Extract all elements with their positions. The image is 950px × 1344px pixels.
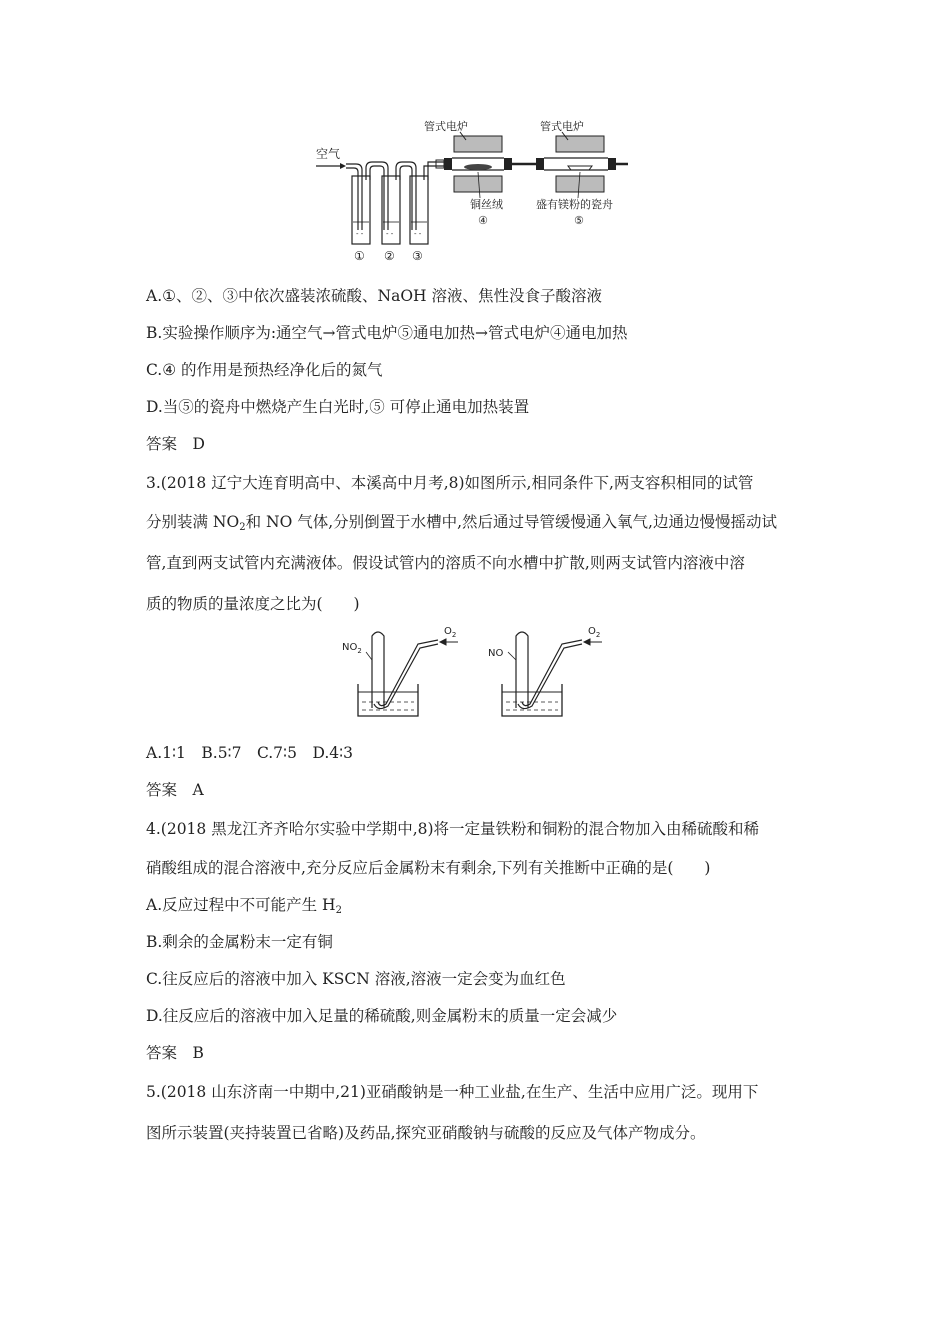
q2-option-c: C.④ 的作用是预热经净化后的氮气 <box>146 361 383 379</box>
num-1: ① <box>354 249 365 263</box>
q4-line-2: 硝酸组成的混合溶液中,充分反应后金属粉末有剩余,下列有关推断中正确的是( ) <box>146 859 711 877</box>
right-o2-label: $O_2$ <box>588 626 601 639</box>
q3-line-4: 质的物质的量浓度之比为( ) <box>146 595 360 613</box>
copper-label: 铜丝绒 <box>470 198 503 211</box>
q4-option-c: C.往反应后的溶液中加入 KSCN 溶液,溶液一定会变为血红色 <box>146 970 566 988</box>
q3-options: A.1∶1 B.5∶7 C.7∶5 D.4∶3 <box>146 744 354 762</box>
furnace-label-1: 管式电炉 <box>424 120 468 133</box>
q4-answer: 答案 B <box>146 1044 204 1062</box>
svg-text:- -: - - <box>414 230 422 238</box>
test-tube-figure <box>340 622 640 722</box>
q5-line-2: 图所示装置(夹持装置已省略)及药品,探究亚硝酸钠与硫酸的反应及气体产物成分。 <box>146 1124 706 1142</box>
q3-line-1: 3.(2018 辽宁大连育明高中、本溪高中月考,8)如图所示,相同条件下,两支容积相同的试管 <box>146 474 754 492</box>
air-label: 空气 <box>316 147 341 161</box>
svg-text:- -: - - <box>386 230 394 238</box>
num-5: ⑤ <box>574 214 584 227</box>
q3-answer: 答案 A <box>146 781 204 799</box>
q4-option-a: A.反应过程中不可能产生 $H_2$ <box>146 896 342 916</box>
q2-option-a: A.①、②、③中依次盛装浓硫酸、NaOH 溶液、焦性没食子酸溶液 <box>146 287 602 305</box>
q2-answer: 答案 D <box>146 435 205 453</box>
q4-option-d: D.往反应后的溶液中加入足量的稀硫酸,则金属粉末的质量一定会减少 <box>146 1007 618 1025</box>
boat-label: 盛有镁粉的瓷舟 <box>536 198 613 211</box>
q4-line-1: 4.(2018 黑龙江齐齐哈尔实验中学期中,8)将一定量铁粉和铜粉的混合物加入由稀硫酸和稀 <box>146 820 760 838</box>
num-3: ③ <box>412 249 423 263</box>
num-4: ④ <box>478 214 488 227</box>
left-setup <box>358 632 458 716</box>
num-2: ② <box>384 249 395 263</box>
q5-line-1: 5.(2018 山东济南一中期中,21)亚硝酸钠是一种工业盐,在生产、生活中应用广泛。现用下 <box>146 1083 759 1101</box>
tube-furnace-2 <box>544 136 608 192</box>
tube-furnace-1 <box>452 136 504 192</box>
q4-option-b: B.剩余的金属粉末一定有铜 <box>146 933 333 951</box>
q3-line-2: 分别装满 $NO_2$和 NO 气体,分别倒置于水槽中,然后通过导管缓慢通入氧气,边通边慢慢摇动试 <box>146 513 777 533</box>
apparatus-figure <box>310 118 650 266</box>
q2-option-b: B.实验操作顺序为:通空气→管式电炉⑤通电加热→管式电炉④通电加热 <box>146 324 628 342</box>
furnace-label-2: 管式电炉 <box>540 120 584 133</box>
q3-line-3: 管,直到两支试管内充满液体。假设试管内的溶质不向水槽中扩散,则两支试管内溶液中溶 <box>146 554 745 572</box>
right-setup <box>502 632 602 716</box>
right-gas-label: NO <box>488 648 504 659</box>
svg-text:- -: - - <box>356 230 364 238</box>
left-o2-label: $O_2$ <box>444 626 457 639</box>
left-gas-label: $NO_2$ <box>342 642 362 655</box>
q2-option-d: D.当⑤的瓷舟中燃烧产生白光时,⑤ 可停止通电加热装置 <box>146 398 530 416</box>
